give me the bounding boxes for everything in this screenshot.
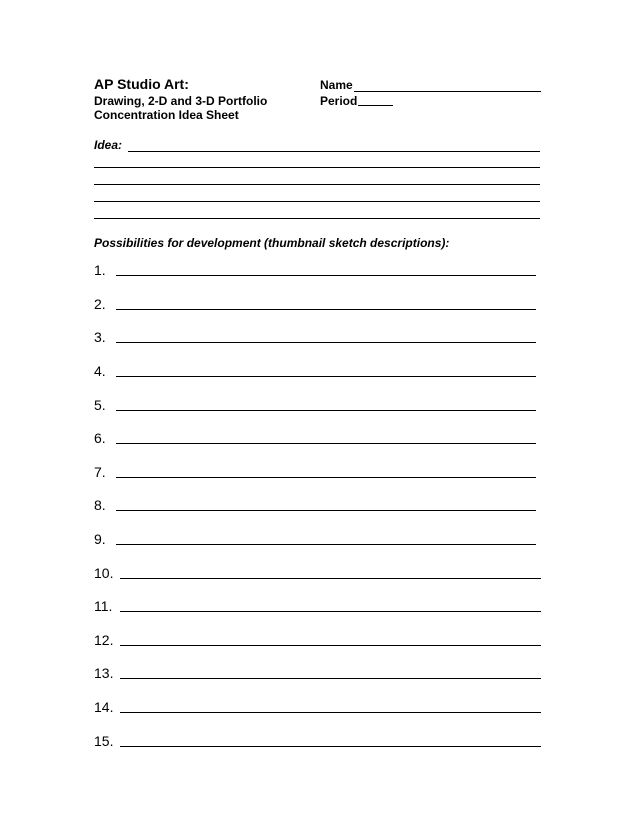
idea-line[interactable] bbox=[94, 184, 540, 185]
item-line[interactable] bbox=[116, 275, 536, 276]
period-field[interactable] bbox=[358, 105, 393, 106]
item-line[interactable] bbox=[116, 342, 536, 343]
item-line[interactable] bbox=[120, 712, 541, 713]
name-field[interactable] bbox=[354, 91, 541, 92]
item-number: 1. bbox=[94, 262, 106, 278]
item-line[interactable] bbox=[116, 309, 536, 310]
idea-label: Idea: bbox=[94, 138, 123, 152]
sheet-title: Concentration Idea Sheet bbox=[94, 108, 239, 122]
idea-line[interactable] bbox=[94, 201, 540, 202]
item-number: 10. bbox=[94, 565, 114, 581]
item-line[interactable] bbox=[116, 376, 536, 377]
item-line[interactable] bbox=[120, 611, 541, 612]
idea-line[interactable] bbox=[94, 218, 540, 219]
name-label: Name bbox=[320, 78, 353, 92]
item-line[interactable] bbox=[116, 544, 536, 545]
item-number: 6. bbox=[94, 430, 106, 446]
item-number: 7. bbox=[94, 464, 106, 480]
item-number: 11. bbox=[94, 598, 113, 614]
item-line[interactable] bbox=[116, 443, 536, 444]
idea-line[interactable] bbox=[128, 151, 540, 152]
item-number: 15. bbox=[94, 733, 114, 749]
period-label: Period bbox=[320, 94, 358, 108]
item-line[interactable] bbox=[120, 678, 541, 679]
item-line[interactable] bbox=[120, 645, 541, 646]
possibilities-label: Possibilities for development (thumbnail sketch descriptions): bbox=[94, 236, 450, 250]
item-number: 14. bbox=[94, 699, 114, 715]
item-line[interactable] bbox=[116, 410, 536, 411]
item-line[interactable] bbox=[116, 510, 536, 511]
item-number: 2. bbox=[94, 296, 106, 312]
item-number: 3. bbox=[94, 329, 106, 345]
item-number: 13. bbox=[94, 665, 114, 681]
item-number: 5. bbox=[94, 397, 106, 413]
item-number: 12. bbox=[94, 632, 114, 648]
item-number: 8. bbox=[94, 497, 106, 513]
idea-line[interactable] bbox=[94, 167, 540, 168]
item-number: 9. bbox=[94, 531, 106, 547]
item-line[interactable] bbox=[116, 477, 536, 478]
portfolio-subtitle: Drawing, 2-D and 3-D Portfolio bbox=[94, 94, 268, 108]
item-line[interactable] bbox=[120, 578, 541, 579]
page-title: AP Studio Art: bbox=[94, 76, 189, 92]
item-number: 4. bbox=[94, 363, 106, 379]
item-line[interactable] bbox=[120, 746, 541, 747]
